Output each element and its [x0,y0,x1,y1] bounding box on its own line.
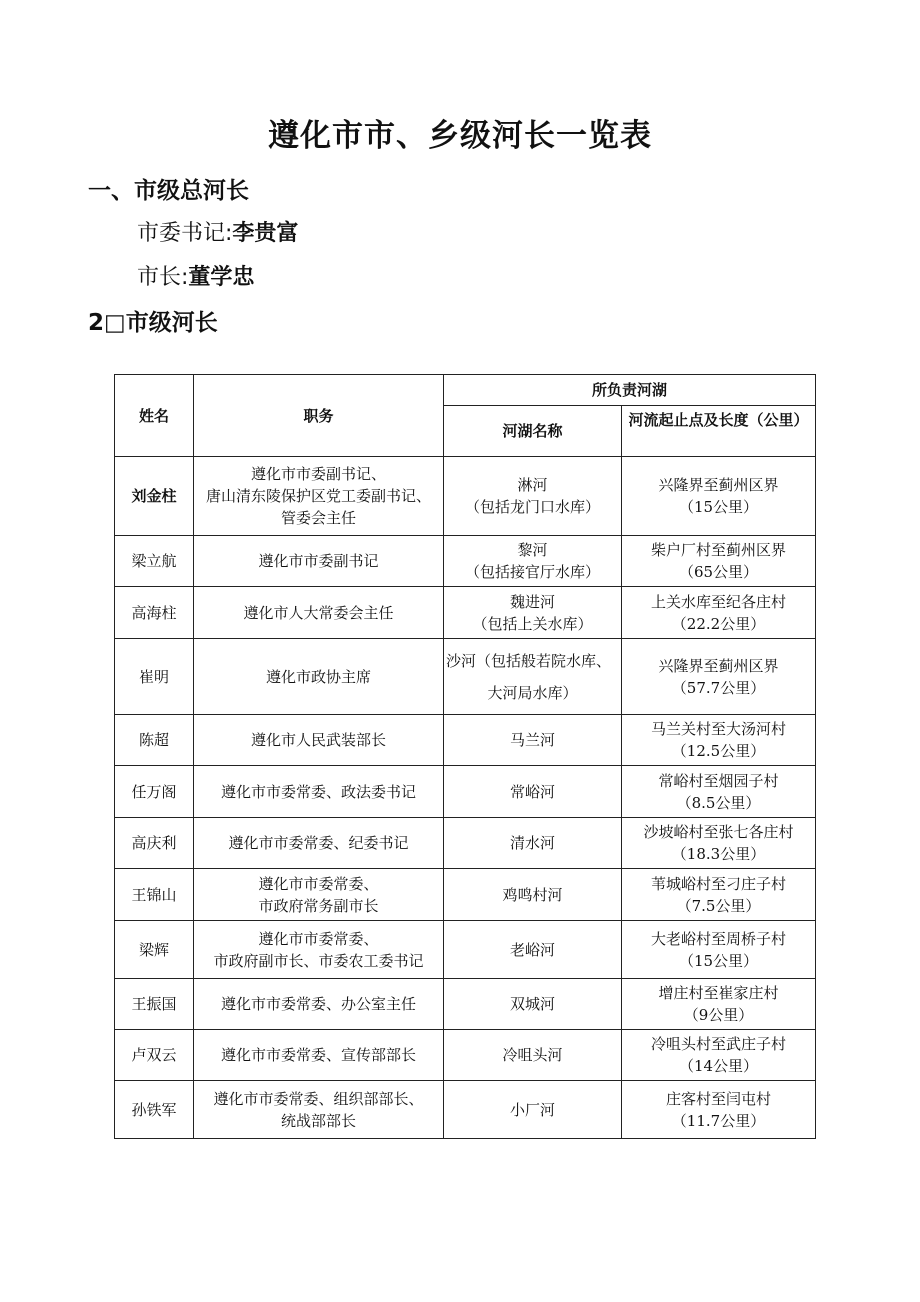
cell-position [194,818,444,869]
cell-position [194,457,444,536]
header-river: 河湖名称 [444,406,622,457]
cell-position-line: 遵化市市委常委、政法委书记 [220,782,416,801]
cell-name [115,766,194,818]
cell-range [622,766,816,818]
cell-range [622,818,816,869]
header-range: 河流起止点及长度（公里） [622,406,816,457]
cell-river [444,766,622,818]
cell-river-line: 鸡鸣村河 [502,885,563,904]
cell-range-line: （22.2公里） [671,614,766,633]
cell-range-line: 沙坡峪村至张七各庄村 [643,823,794,841]
cell-range-line: （9公里） [683,1006,754,1024]
cell-river [444,921,622,979]
cell-range-line: 常峪村至烟园子村 [658,771,779,790]
cell-name-line: 刘金柱 [131,487,177,505]
table-row [115,536,816,587]
cell-position [194,715,444,766]
cell-river [444,536,622,587]
cell-river [444,1081,622,1139]
river-chief-table [114,374,816,1139]
cell-name-line: 崔明 [138,667,169,686]
table-row [115,715,816,766]
cell-river-line: （包括龙门口水库） [464,498,600,516]
cell-range [622,1030,816,1081]
cell-name [115,715,194,766]
cell-range [622,869,816,921]
table-row [115,1030,816,1081]
cell-name [115,639,194,715]
cell-range-line: 庄客村至闫屯村 [666,1089,772,1108]
cell-position-line: 遵化市市委副书记、 [250,465,386,483]
cell-range [622,639,816,715]
cell-river [444,715,622,766]
cell-name-line: 梁立航 [131,552,177,570]
cell-river-line: 魏进河 [509,592,555,611]
cell-position-line: 遵化市市委常委、组织部部长、 [213,1089,424,1108]
cell-position [194,587,444,639]
cell-position-line: 遵化市市委常委、 [258,874,379,893]
cell-name-line: 陈超 [138,731,169,749]
cell-range-line: （11.7公里） [671,1111,766,1130]
cell-range [622,921,816,979]
cell-position-line: 遵化市市委常委、宣传部部长 [220,1046,416,1064]
cell-position [194,536,444,587]
cell-name [115,1081,194,1139]
cell-name [115,921,194,979]
cell-range-line: 马兰关村至大汤河村 [651,720,787,738]
table-row [115,639,816,715]
cell-position-line: 市政府副市长、市委农工委书记 [213,951,424,970]
cell-position-line: 遵化市人大常委会主任 [243,603,394,622]
cell-range-line: 上关水库至纪各庄村 [651,592,787,611]
table-row [115,457,816,536]
cell-river-line: （包括接官厅水库） [464,563,600,581]
cell-range-line: （12.5公里） [671,742,766,760]
cell-river [444,979,622,1030]
cell-position-line: 管委会主任 [280,509,356,527]
cell-name-line: 孙铁军 [131,1100,177,1119]
table-row [115,818,816,869]
cell-river-line: （包括上关水库） [472,614,593,633]
cell-name [115,457,194,536]
header-group: 所负责河湖 [444,375,816,406]
table-row [115,921,816,979]
cell-range-line: （65公里） [678,563,759,581]
cell-position [194,639,444,715]
table-row [115,1081,816,1139]
cell-range-line: 柴户厂村至蓟州区界 [651,541,787,559]
cell-position-line: 遵化市市委常委、 [258,929,379,948]
mayor-name: 董学忠 [188,265,255,290]
cell-name-line: 王锦山 [131,885,177,904]
cell-name-line: 梁辉 [138,940,169,959]
mayor-label: 市长: [137,265,189,290]
cell-range-line: （15公里） [678,498,759,516]
cell-range [622,457,816,536]
cell-river-line: 黎河 [517,541,548,559]
cell-river-line: 沙河（包括般若院水库、 [446,651,612,670]
cell-river [444,457,622,536]
cell-name [115,536,194,587]
table-row [115,587,816,639]
cell-river-line: 大河局水库） [487,683,578,702]
cell-name-line: 高庆利 [131,834,177,852]
cell-range-line: （8.5公里） [676,793,761,812]
cell-range-line: （57.7公里） [671,678,766,697]
cell-river-line: 老峪河 [509,940,555,959]
cell-river [444,818,622,869]
section-heading-1: 一、市级总河长 [88,178,249,204]
cell-river [444,639,622,715]
cell-position-line: 遵化市市委常委、办公室主任 [220,995,416,1013]
header-position: 职务 [194,375,444,457]
cell-name [115,818,194,869]
cell-position [194,1081,444,1139]
cell-range-line: 增庄村至崔家庄村 [658,984,779,1002]
cell-range-line: 冷咀头村至武庄子村 [651,1035,787,1053]
secretary-line [137,216,298,247]
cell-position-line: 统战部部长 [280,1111,356,1130]
cell-position-line: 遵化市政协主席 [265,667,371,686]
cell-range-line: 苇城峪村至刁庄子村 [651,874,787,893]
cell-range-line: 兴隆界至蓟州区界 [658,476,779,494]
header-name: 姓名 [115,375,194,457]
cell-river [444,587,622,639]
secretary-name: 李贵富 [232,221,299,246]
cell-range-line: 兴隆界至蓟州区界 [658,656,779,675]
cell-river-line: 双城河 [509,995,555,1013]
mayor-line [137,260,254,291]
table-row [115,979,816,1030]
cell-name [115,587,194,639]
cell-name-line: 王振国 [131,995,177,1013]
cell-name-line: 卢双云 [131,1046,177,1064]
cell-position [194,979,444,1030]
cell-range-line: （15公里） [678,951,759,970]
cell-position [194,921,444,979]
cell-position-line: 唐山清东陵保护区党工委副书记、 [205,487,431,505]
cell-position [194,869,444,921]
cell-name [115,1030,194,1081]
section-heading-2: 2□市级河长 [88,310,218,336]
cell-range-line: （14公里） [678,1057,759,1075]
cell-river-line: 小厂河 [509,1100,555,1119]
cell-river [444,869,622,921]
cell-position [194,766,444,818]
table-row [115,766,816,818]
secretary-label: 市委书记: [137,221,233,246]
cell-river-line: 冷咀头河 [502,1046,563,1064]
table-row [115,869,816,921]
cell-name [115,979,194,1030]
cell-range-line: 大老峪村至周桥子村 [651,929,787,948]
cell-range [622,536,816,587]
cell-position-line: 市政府常务副市长 [258,896,379,915]
page-title: 遵化市市、乡级河长一览表 [268,118,652,154]
cell-range-line: （7.5公里） [676,896,761,915]
cell-name-line: 高海柱 [131,603,177,622]
cell-range-line: （18.3公里） [671,845,766,863]
cell-range [622,1081,816,1139]
cell-river-line: 常峪河 [509,782,555,801]
cell-position-line: 遵化市市委副书记 [258,552,379,570]
cell-river-line: 淋河 [517,476,548,494]
cell-range [622,979,816,1030]
cell-river-line: 清水河 [509,834,555,852]
cell-position-line: 遵化市市委常委、纪委书记 [228,834,409,852]
cell-name-line: 任万阁 [131,782,177,801]
cell-position [194,1030,444,1081]
cell-river [444,1030,622,1081]
cell-position-line: 遵化市人民武装部长 [250,731,386,749]
cell-range [622,587,816,639]
cell-range [622,715,816,766]
cell-river-line: 马兰河 [509,731,555,749]
cell-name [115,869,194,921]
